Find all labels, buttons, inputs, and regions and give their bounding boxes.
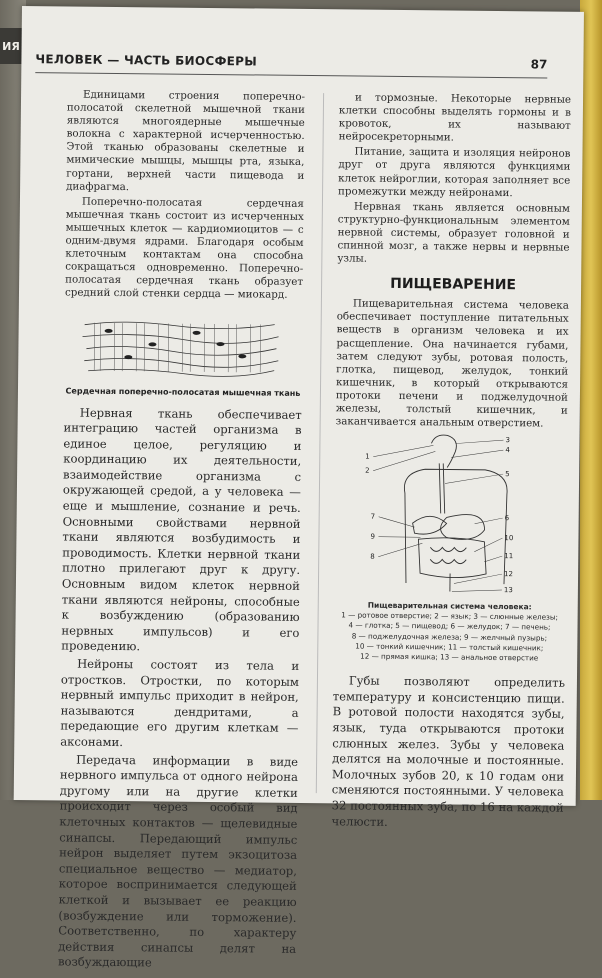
paragraph-lips-teeth: Губы позволяют определить температуру и консистенцию пищи. В ротовой полости находятся зубы, язык, туда открываются протоки слюнных желез. Зубы у человека делятся на молочные и постоянные. Молочных зубов 20, к 10 годам они сменяются постоянными. У человека 32 постоянных зуба, по 16 на каждой челюсти. [331, 673, 565, 831]
book-page [14, 6, 584, 806]
diagram-number: 6 [505, 514, 510, 522]
legend-line: 1 — ротовое отверстие; 2 — язык; 3 — слюнные железы; [334, 610, 566, 623]
legend-line: 8 — поджелудочная железа; 9 — желчный пузырь; [333, 631, 565, 644]
diagram-number: 8 [370, 553, 375, 561]
diagram-number: 2 [365, 467, 370, 475]
digestive-system-diagram [334, 432, 568, 600]
diagram-number: 1 [365, 453, 370, 461]
legend-line: 12 — прямая кишка; 13 — анальное отверстие [333, 651, 565, 664]
paragraph-nervous-tissue: Нервная ткань обеспечивает интеграцию частей организма в единое целое, регуляцию и координацию их деятельности, взаимодействие организма с окружающей средой, а у человека — еще и мышление, сознание и речь. Основными свойствами нервной ткани являются возбудимость и проводимость. Клетки нервной ткани плотно прилегают друг к другу. Основным видом клеток нервной ткани являются нейроны, способные к возбуждению (образованию нервных импульсов) и его проведению. [61, 405, 302, 657]
paragraph-neurosecretory: и тормозные. Некоторые нервные клетки способны выделять гормоны и в кровоток, их называют нейросекреторными. [339, 91, 572, 146]
left-column [58, 88, 305, 974]
diagram-caption: Пищеварительная система человека: [334, 600, 566, 611]
paragraph-skeletal-muscle: Единицами строения поперечно-полосатой скелетной мышечной ткани являются многоядерные мышечные волокна с характерной исчерченностью. Этой тканью образованы скелетные и мимические мышцы, мышцы рта, языка, гортани, верхней части пищевода и диафрагма. [66, 88, 305, 195]
diagram-number: 9 [370, 533, 375, 541]
cardiac-tissue-illustration [64, 310, 303, 382]
running-header [35, 50, 547, 78]
legend-line: 10 — тонкий кишечник; 11 — толстый кишечник; [333, 641, 565, 654]
diagram-number: 4 [505, 446, 510, 454]
figure-caption: Сердечная поперечно-полосатая мышечная ткань [64, 386, 302, 397]
paragraph-digestive-system: Пищеварительная система человека обеспечивает поступление питательных веществ в организм человека и их расщепление. Она начинается губами, затем следуют зубы, ротовая полость, глотка, пищевод, желудок, тонкий кишечник, в который открываются протоки печени и поджелудочной железы, толстый кишечник, и заканчивается анальным отверстием. [336, 298, 569, 431]
diagram-number: 5 [505, 470, 510, 478]
paragraph-nervous-system: Нервная ткань является основным структурно-функциональным элементом нервной системы, образует головной и спинной мозг, а также нервы и нервные узлы. [337, 200, 570, 268]
book-edge [580, 0, 602, 800]
diagram-number: 7 [371, 513, 376, 521]
section-title: ПИЩЕВАРЕНИЕ [337, 276, 569, 294]
diagram-number: 3 [505, 436, 510, 444]
diagram-legend [333, 610, 566, 663]
diagram-number: 10 [504, 534, 513, 542]
paragraph-cardiac-muscle: Поперечно-полосатая сердечная мышечная ткань состоит из исчерченных мышечных клеток — кардиомиоцитов — с одним-двумя ядрами. Благодаря особым клеточным контактам она способна сокращаться одновременно. Поперечно-полосатая сердечная ткань образует средний слой стенки сердца — миокард. [65, 195, 304, 302]
running-header-title: ЧЕЛОВЕК — ЧАСТЬ БИОСФЕРЫ [35, 52, 257, 68]
right-column [331, 91, 571, 833]
paragraph-neuroglia: Питание, защита и изоляция нейронов друг от друга являются функциями клеток нейроглии, которая заполняет все промежутки между нейронами. [338, 146, 571, 201]
legend-line: 4 — глотка; 5 — пищевод; 6 — желудок; 7 — печень; [333, 621, 565, 634]
paragraph-synapses: Передача информации в виде нервного импульса от одного нейрона другому или на другие клетки происходит через особый вид клеточных контактов — щелевидные синапсы. Передающий импульс нейрон выделяет путем экзоцитоза специальное вещество — медиатор, которое воспринимается следующей клеткой и вызывает ее реакцию (возбуждение или торможение). Соответственно, по характеру действия синапсы делят на возбуждающие [58, 752, 298, 973]
previous-page-tab: ИЯ [0, 28, 22, 64]
column-divider [316, 93, 324, 793]
diagram-number: 11 [504, 552, 513, 560]
diagram-number: 12 [504, 570, 513, 578]
page-number: 87 [531, 57, 548, 71]
diagram-number: 13 [504, 586, 513, 594]
paragraph-neurons: Нейроны состоят из тела и отростков. Отростки, по которым нервный импульс приходит в нейрон, называются дендритами, а передающие его другим клеткам — аксонами. [60, 656, 299, 752]
